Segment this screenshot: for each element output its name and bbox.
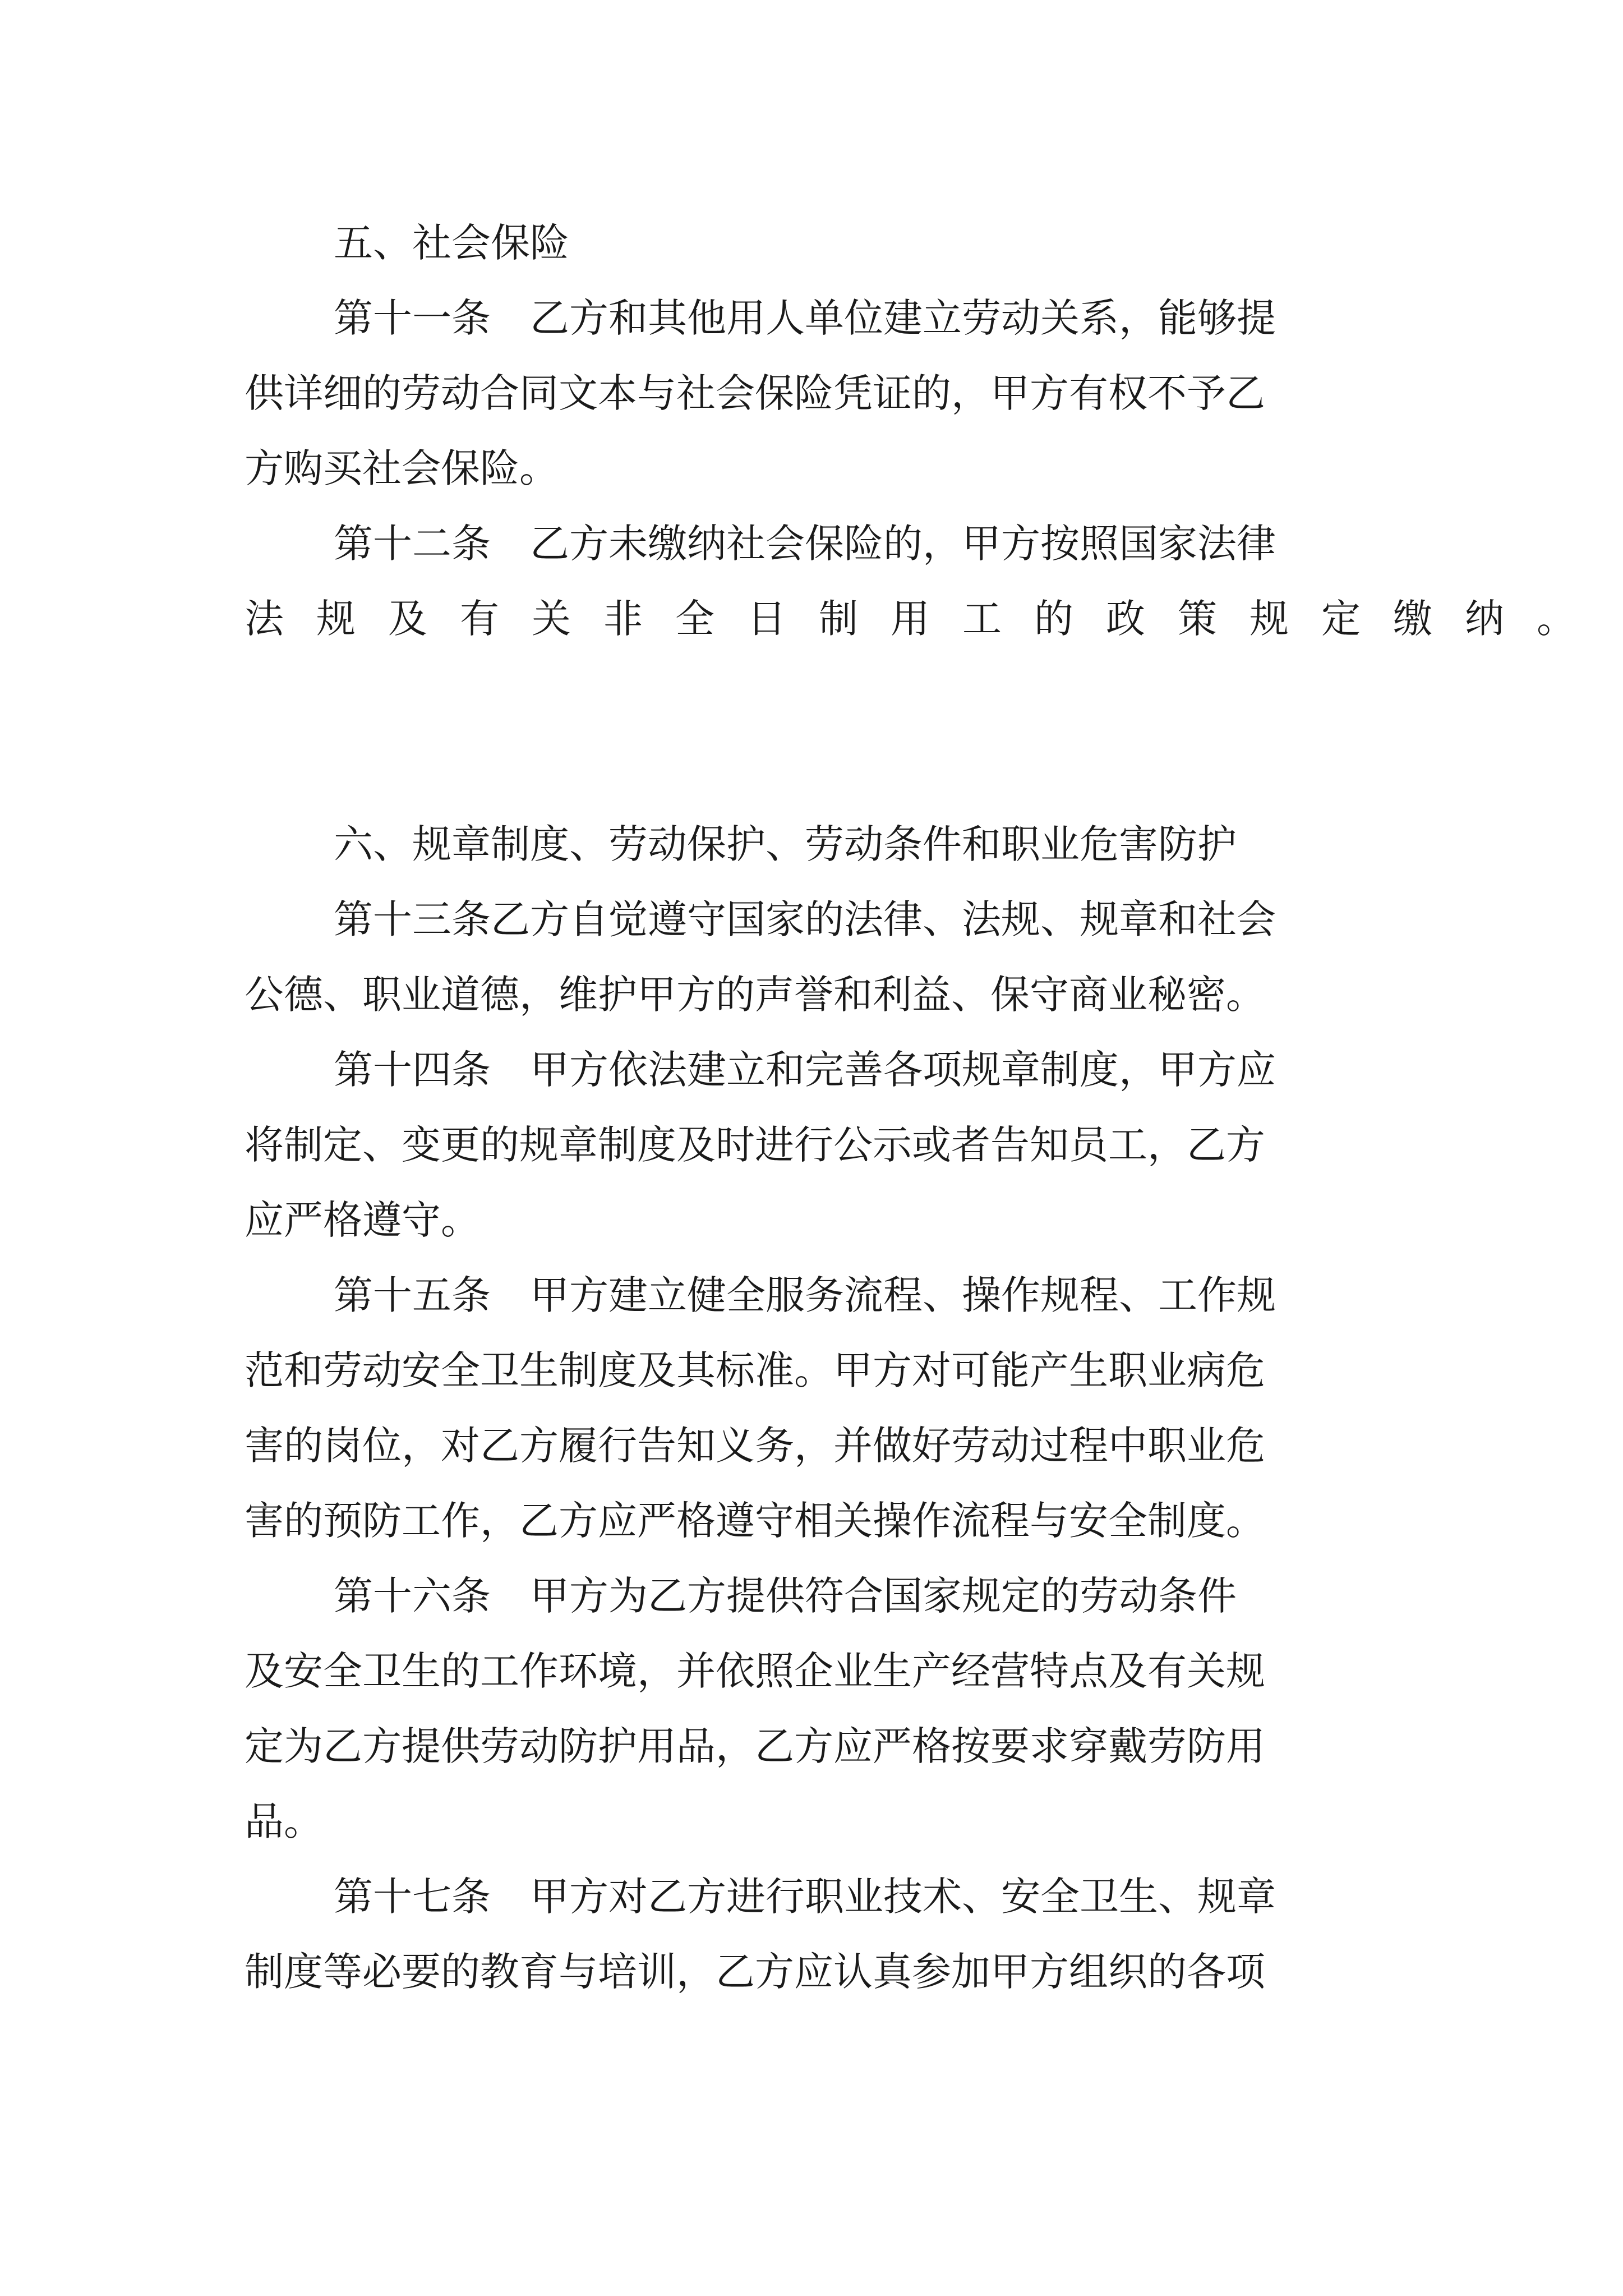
article-14-line-3: 应严格遵守。 — [245, 1197, 480, 1243]
article-14-line-2: 将制定、变更的规章制度及时进行公示或者告知员工，乙方 — [245, 1122, 1265, 1168]
article-15-line-3: 害的岗位，对乙方履行告知义务，并做好劳动过程中职业危 — [245, 1423, 1265, 1469]
section-heading-rules-and-protection: 六、规章制度、劳动保护、劳动条件和职业危害防护 — [334, 821, 1237, 867]
article-15-line-2: 范和劳动安全卫生制度及其标准。甲方对可能产生职业病危 — [245, 1347, 1265, 1393]
article-16-line-3: 定为乙方提供劳动防护用品，乙方应严格按要求穿戴劳防用 — [245, 1723, 1265, 1769]
article-15-line-4: 害的预防工作，乙方应严格遵守相关操作流程与安全制度。 — [245, 1498, 1265, 1544]
article-11-line-3: 方购买社会保险。 — [245, 445, 559, 491]
article-12-line-1: 第十二条 乙方未缴纳社会保险的，甲方按照国家法律 — [334, 521, 1276, 567]
article-16-line-4: 品。 — [245, 1798, 323, 1844]
article-17-line-1: 第十七条 甲方对乙方进行职业技术、安全卫生、规章 — [334, 1874, 1276, 1920]
article-11-line-1: 第十一条 乙方和其他用人单位建立劳动关系，能够提 — [334, 295, 1276, 341]
article-14-line-1: 第十四条 甲方依法建立和完善各项规章制度，甲方应 — [334, 1047, 1276, 1093]
article-15-line-1: 第十五条 甲方建立健全服务流程、操作规程、工作规 — [334, 1272, 1276, 1318]
article-16-line-1: 第十六条 甲方为乙方提供符合国家规定的劳动条件 — [334, 1573, 1237, 1619]
section-heading-social-insurance: 五、社会保险 — [334, 220, 569, 266]
article-13-line-2: 公德、职业道德，维护甲方的声誉和利益、保守商业秘密。 — [245, 972, 1265, 1018]
article-16-line-2: 及安全卫生的工作环境，并依照企业生产经营特点及有关规 — [245, 1648, 1265, 1694]
article-13-line-1: 第十三条乙方自觉遵守国家的法律、法规、规章和社会 — [334, 896, 1276, 942]
article-12-line-2: 法规及有关非全日制用工的政策规定缴纳。 — [245, 596, 1608, 642]
article-17-line-2: 制度等必要的教育与培训，乙方应认真参加甲方组织的各项 — [245, 1949, 1265, 1995]
article-11-line-2: 供详细的劳动合同文本与社会保险凭证的，甲方有权不予乙 — [245, 370, 1265, 416]
